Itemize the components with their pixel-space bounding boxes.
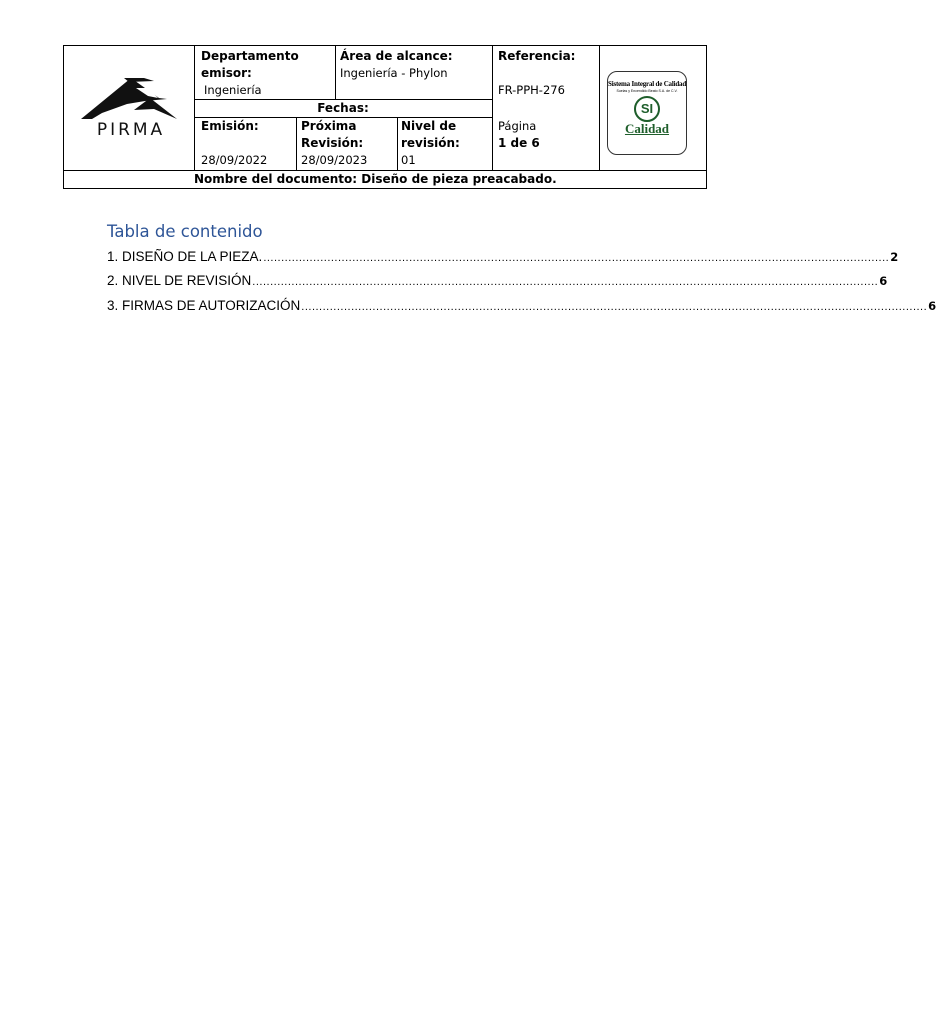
toc-entry-page: 6: [928, 299, 936, 313]
seal-badge-text: SI: [640, 101, 654, 116]
seal-subtitle: Suelas y Encendido Beato S.A. de C.V.: [616, 89, 678, 93]
emision-cell: [201, 118, 295, 169]
referencia-cell: [498, 48, 598, 99]
divider: [492, 46, 493, 170]
document-name: Nombre del documento: Diseño de pieza preacabado.: [194, 172, 557, 186]
emision-value: 28/09/2022: [201, 153, 268, 167]
pagina-cell: [498, 118, 598, 152]
toc-leader: ................................................................................................................................................................................: [301, 301, 928, 313]
nivel-cell: [401, 118, 491, 169]
company-logo: [64, 46, 194, 170]
referencia-value: FR-PPH-276: [498, 83, 565, 97]
nivel-value: 01: [401, 153, 416, 167]
toc-entry[interactable]: [107, 298, 936, 316]
toc-entry-text: 1. DISEÑO DE LA PIEZA.: [107, 249, 263, 264]
seal-badge-icon: [634, 96, 660, 122]
nivel-label: Nivel de revisión:: [401, 119, 460, 150]
area-label: Área de alcance:: [340, 49, 453, 63]
divider: [397, 117, 398, 170]
area-cell: [340, 48, 490, 82]
divider: [599, 46, 600, 170]
divider: [296, 117, 297, 170]
toc-entry-page: 6: [879, 274, 888, 288]
fechas-label: Fechas:: [317, 101, 369, 115]
toc-entry-page: 2: [890, 250, 899, 264]
departamento-label: Departamento emisor:: [201, 49, 299, 80]
toc-entry-text: 2. NIVEL DE REVISIÓN: [107, 273, 252, 288]
document-header-table: [63, 45, 707, 189]
toc-entry-text: 3. FIRMAS DE AUTORIZACIÓN: [107, 298, 301, 313]
pirma-mark-icon: [64, 46, 194, 126]
departamento-value: Ingeniería: [204, 83, 262, 97]
proxima-value: 28/09/2023: [301, 153, 368, 167]
proxima-cell: [301, 118, 395, 169]
quality-seal: [607, 71, 687, 155]
toc-entry[interactable]: [107, 249, 899, 267]
divider: [335, 46, 336, 99]
toc-leader: ................................................................................................................................................................................: [252, 276, 879, 288]
toc-title: Tabla de contenido: [107, 222, 263, 241]
seal-word: Calidad: [624, 121, 670, 136]
referencia-label: Referencia:: [498, 49, 576, 63]
toc-entry[interactable]: [107, 273, 888, 291]
emision-label: Emisión:: [201, 119, 259, 133]
departamento-cell: [201, 48, 331, 99]
pagina-label: Página: [498, 119, 537, 133]
area-value: Ingeniería - Phylon: [340, 66, 448, 80]
pagina-value: 1 de 6: [498, 136, 540, 150]
proxima-label: Próxima Revisión:: [301, 119, 364, 150]
toc-leader: ................................................................................................................................................................................: [263, 252, 890, 264]
seal-title: Sistema Integral de Calidad: [608, 80, 687, 88]
company-name: PIRMA: [96, 120, 166, 140]
